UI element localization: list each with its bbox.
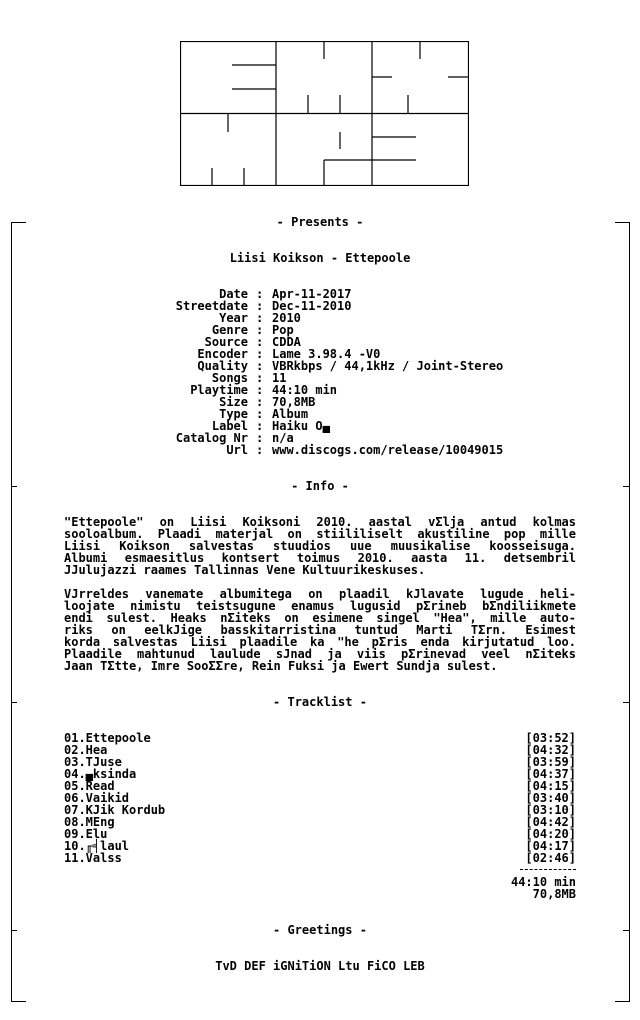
metadata-colon: : [256, 323, 264, 337]
metadata-colon: : [256, 419, 264, 433]
info-line: loojate nimistu teistsugune enamus lugusid pΣrineb bΣndiliikmete [64, 599, 576, 613]
group-logo [180, 41, 469, 186]
info-line: sooloalbum. Plaadi materjal on stiililiselt akustiline pop mille [64, 527, 576, 541]
track-name: 05.Read [64, 779, 115, 793]
metadata-colon: : [256, 347, 264, 361]
track-name: 07.KJik Kordub [64, 803, 166, 817]
metadata-key: Date [219, 287, 248, 301]
track-name: 11.Valss [64, 851, 122, 865]
metadata-colon: : [256, 359, 264, 373]
metadata-colon: : [256, 395, 264, 409]
metadata-colon: : [256, 383, 264, 397]
greetings-heading: - Greetings - [273, 923, 367, 937]
metadata-value: Apr-11-2017 [272, 287, 352, 301]
metadata-value: Lame 3.98.4 -V0 [272, 347, 381, 361]
metadata-value: VBRkbps / 44,1kHz / Joint-Stereo [272, 359, 504, 373]
track-name: 01.Ettepoole [64, 731, 151, 745]
metadata-value: Haiku O▄ [272, 419, 330, 433]
track-duration: [04:20] [525, 827, 576, 841]
track-name: 03.TJuse [64, 755, 122, 769]
metadata-value: Album [272, 407, 309, 421]
track-name: 10.╓╡laul [64, 839, 130, 853]
release-title: Liisi Koikson - Ettepoole [229, 251, 411, 265]
info-line: korda salvestas Liisi plaadile ka "he pΣris enda kirjutatud loo. [64, 635, 576, 649]
metadata-key: Songs [211, 371, 248, 385]
track-name: 06.Vaikid [64, 791, 130, 805]
metadata-key: Quality [197, 359, 248, 373]
metadata-colon: : [256, 371, 264, 385]
metadata-key: Streetdate [175, 299, 248, 313]
presents-heading: - Presents - [276, 215, 364, 229]
track-duration: [02:46] [525, 851, 576, 865]
metadata-colon: : [256, 335, 264, 349]
metadata-key: Genre [211, 323, 248, 337]
metadata-colon: : [256, 287, 264, 301]
track-name: 02.Hea [64, 743, 108, 757]
metadata-value: Pop [272, 323, 294, 337]
info-line: endi sulest. Heaks nΣiteks on esimene singel "Hea", mille auto- [64, 611, 576, 625]
metadata-colon: : [256, 431, 264, 445]
total-separator [520, 869, 576, 870]
metadata-key: Year [219, 311, 248, 325]
frame-left-bracket [11, 222, 26, 1002]
metadata-key: Type [219, 407, 248, 421]
metadata-value: 70,8MB [272, 395, 316, 409]
info-line: Albumi esmaesitlus kontsert toimus 2010. aasta 11. detsembril [64, 551, 576, 565]
logo-graphic [180, 41, 469, 186]
metadata-colon: : [256, 443, 264, 457]
metadata-key: Catalog Nr [175, 431, 248, 445]
track-duration: [03:40] [525, 791, 576, 805]
info-heading: - Info - [291, 479, 349, 493]
track-name: 08.MEng [64, 815, 115, 829]
info-line: "Ettepoole" on Liisi Koiksoni 2010. aastal vΣlja antud kolmas [64, 515, 576, 529]
info-line: Jaan TΣtte, Imre SooΣΣre, Rein Fuksi ja Ewert Sundja sulest. [64, 659, 498, 673]
metadata-key: Url [226, 443, 248, 457]
track-duration: [03:59] [525, 755, 576, 769]
track-duration: [04:42] [525, 815, 576, 829]
metadata-value: CDDA [272, 335, 301, 349]
metadata-key: Label [211, 419, 248, 433]
metadata-key: Size [219, 395, 248, 409]
frame-right-bracket [615, 222, 630, 1002]
metadata-key: Encoder [197, 347, 248, 361]
metadata-colon: : [256, 407, 264, 421]
metadata-value: n/a [272, 431, 294, 445]
track-duration: [04:37] [525, 767, 576, 781]
total-size: 70,8MB [532, 887, 576, 901]
metadata-value: 2010 [272, 311, 301, 325]
metadata-value: www.discogs.com/release/10049015 [272, 443, 504, 457]
info-line: Plaadile mahtunud laulude sJnad ja viis pΣrinevad veel nΣiteks [64, 647, 576, 661]
total-playtime: 44:10 min [510, 875, 576, 889]
metadata-key: Playtime [190, 383, 248, 397]
info-line: Liisi Koikson salvestas stuudios uue muusikalise koosseisuga. [64, 539, 576, 553]
track-name: 04.▄ksinda [64, 767, 137, 781]
metadata-value: Dec-11-2010 [272, 299, 352, 313]
track-duration: [04:17] [525, 839, 576, 853]
info-line: JJulujazzi raames Tallinnas Vene Kultuurikeskuses. [64, 563, 426, 577]
track-duration: [04:32] [525, 743, 576, 757]
track-duration: [03:10] [525, 803, 576, 817]
metadata-key: Source [204, 335, 248, 349]
info-line: riks on eelkJige basskitarristina tuntud Marti TΣrn. Esimest [64, 623, 576, 637]
metadata-value: 11 [272, 371, 287, 385]
info-line: VJrreldes vanemate albumitega on plaadil kJlavate lugude heli- [64, 587, 576, 601]
track-duration: [04:15] [525, 779, 576, 793]
track-duration: [03:52] [525, 731, 576, 745]
metadata-colon: : [256, 311, 264, 325]
tracklist-heading: - Tracklist - [273, 695, 367, 709]
track-name: 09.Elu [64, 827, 108, 841]
metadata-value: 44:10 min [272, 383, 338, 397]
greetings-text: TvD DEF iGNiTiON Ltu FiCO LEB [215, 959, 425, 973]
metadata-colon: : [256, 299, 264, 313]
